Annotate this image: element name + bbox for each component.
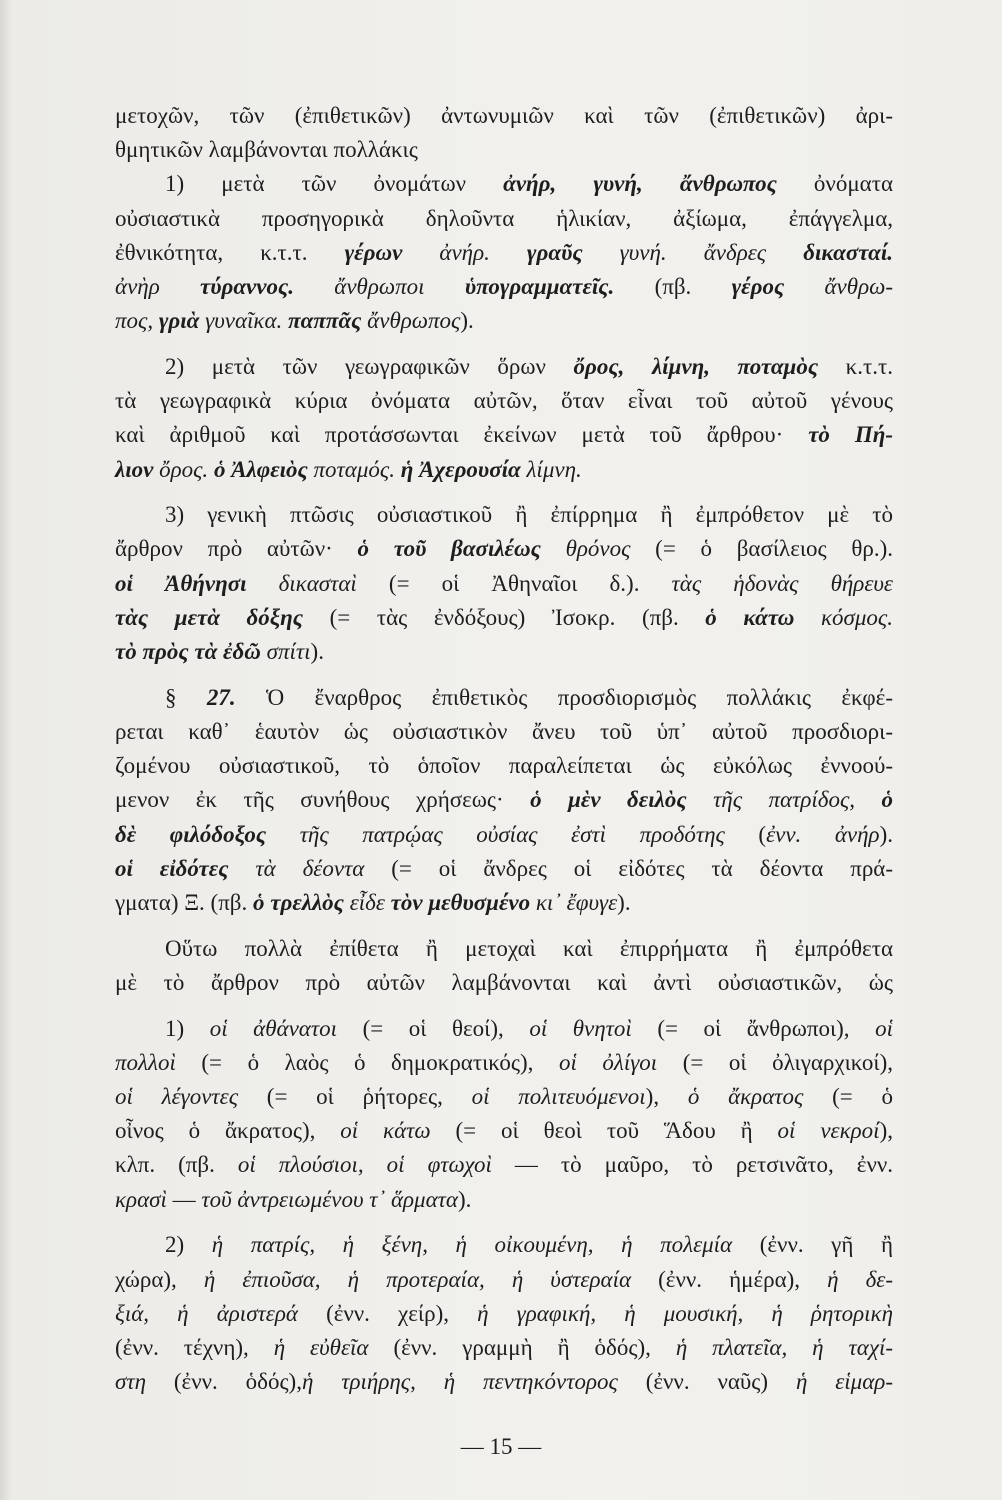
italic-example: στη	[115, 1369, 146, 1395]
paragraph-intro-list	[115, 932, 893, 1000]
text-run: ζομένου οὐσιαστικοῦ, τὸ ὁποῖον παραλείπεται ὡς εὐκόλως ἐννοού-	[115, 753, 893, 779]
text-run: (ἐνν. γραμμὴ ἢ ὁδός),	[368, 1334, 676, 1360]
text-run: ρεται καθ᾽ ἑαυτὸν ὡς οὐσιαστικὸν ἄνευ τοῦ ὑπ᾽ αὐτοῦ προσδιορι-	[115, 718, 893, 744]
italic-example: σπίτι	[266, 639, 311, 665]
text-run: ἄρθρον πρὸ αὐτῶν·	[115, 536, 358, 562]
text-line	[115, 932, 893, 966]
text-run: Οὕτω πολλὰ ἐπίθετα ἢ μετοχαὶ καὶ ἐπιρρήματα ἢ ἐμπρόθετα	[165, 935, 893, 961]
text-line	[115, 1114, 893, 1148]
italic-example: οἱ θνητοὶ	[529, 1015, 632, 1041]
italic-example: ξιά, ἡ ἀριστερά	[115, 1300, 298, 1326]
italic-example: οἱ ἀθάνατοι	[209, 1015, 338, 1041]
bold-term: τὸν μεθυσμένο	[390, 889, 531, 915]
text-run: (ἐνν. ὁδός),	[146, 1369, 302, 1395]
text-run: μὲ τὸ ἄρθρον πρὸ αὐτῶν λαμβάνονται καὶ ἀντὶ οὐσιαστικῶν, ὡς	[115, 969, 893, 995]
italic-example: γυνή.	[619, 239, 667, 265]
italic-example: κόσμος.	[820, 604, 893, 630]
italic-example: λίμνη.	[526, 456, 582, 482]
italic-example: πολλοὶ	[115, 1049, 176, 1075]
bold-term: 27.	[206, 684, 236, 710]
text-run: 2)	[165, 1232, 212, 1258]
text-run: (= ὁ	[803, 1083, 893, 1109]
text-run	[784, 274, 824, 299]
text-run: ἐθνικότητα, κ.τ.τ.	[115, 239, 345, 265]
text-run: ),	[645, 1083, 688, 1109]
italic-example: θρόνος	[565, 536, 631, 562]
text-line	[115, 852, 893, 886]
bold-term: παππᾶς	[288, 308, 362, 334]
bold-term: οἱ Ἀθήνησι	[115, 570, 247, 596]
bold-term: γέρων	[344, 239, 403, 265]
paragraph-item-2	[115, 350, 893, 487]
text-line	[115, 1365, 893, 1399]
text-run	[160, 274, 200, 299]
italic-example: ἡ τριήρης, ἡ πεντηκόντορος	[301, 1369, 618, 1395]
bold-term: λιον	[115, 456, 154, 482]
text-run	[402, 240, 439, 265]
text-run: ).	[310, 639, 324, 665]
italic-example: ὄρος.	[159, 456, 209, 482]
text-run: (= οἱ θεοί),	[337, 1015, 530, 1041]
bold-term: ὁ μὲν δειλὸς	[530, 787, 687, 813]
text-run: ὀνόματα	[776, 171, 893, 197]
text-run: 1)	[165, 1015, 210, 1041]
text-run: οὐσιαστικὰ προσηγορικὰ δηλοῦντα ἡλικίαν, ἀξίωμα, ἐπάγγελμα,	[115, 205, 893, 231]
italic-example: εἶδε	[349, 889, 385, 915]
bold-term: τὰς μετὰ δόξης	[115, 604, 304, 630]
body-text	[115, 99, 893, 1399]
text-run	[490, 240, 527, 265]
bold-term: γραῦς	[526, 239, 583, 265]
text-run: (ἐνν. χείρ),	[297, 1300, 478, 1326]
italic-example: δικασταὶ	[278, 570, 357, 596]
text-run: (= ὁ λαὸς ὁ δημοκρατικός),	[175, 1049, 559, 1075]
italic-example: κρασὶ	[115, 1186, 167, 1212]
text-run	[855, 787, 881, 812]
italic-example: τὰς ἡδονὰς θήρευε	[671, 570, 893, 596]
text-run: χώρα),	[115, 1266, 204, 1292]
text-line	[115, 498, 893, 532]
text-run: (= τὰς ἐνδόξους) Ἰσοκρ. (πβ.	[303, 604, 706, 630]
italic-example: τοῦ ἀντρειωμένου τ᾽ ἅρματα	[201, 1186, 458, 1212]
bold-term: τὸ πρὸς τὰ ἐδῶ	[115, 639, 261, 665]
text-run	[541, 536, 566, 561]
bold-term: ἀνήρ, γυνή, ἄνθρωπος	[503, 171, 777, 197]
text-run	[766, 240, 803, 265]
italic-example: ἡ ἐπιοῦσα, ἡ προτεραία, ἡ ὑστεραία	[203, 1266, 632, 1292]
text-line	[115, 966, 893, 1000]
italic-example: ἐνν. ἀνήρ	[766, 821, 880, 847]
text-run: θμητικῶν λαμβάνονται πολλάκις	[115, 137, 418, 163]
paragraph-list-item-1	[115, 1012, 893, 1217]
text-run: (= οἱ ὀλιγαρχικοί),	[657, 1049, 893, 1075]
text-run	[794, 605, 821, 630]
bold-term: ὄρος, λίμνη, ποταμὸς	[573, 353, 819, 379]
text-line	[115, 783, 893, 817]
text-run: 1) μετὰ τῶν ὀνομάτων	[165, 171, 504, 197]
text-line	[115, 1080, 893, 1114]
text-line	[115, 1148, 893, 1182]
text-run: ),	[879, 1118, 893, 1144]
text-run: — τὸ μαῦρο, τὸ ρετσινᾶτο, ἐνν.	[491, 1152, 893, 1178]
text-run: (= οἱ ἄνδρες οἱ εἰδότες τὰ δέοντα πρά-	[364, 855, 894, 881]
text-run: Ὁ ἔναρθρος ἐπιθετικὸς προσδιορισμὸς πολλάκις ἐκφέ-	[235, 684, 893, 710]
text-line	[115, 418, 893, 452]
italic-example: ἀνήρ.	[439, 239, 490, 265]
bold-term: ὑπογραμματεῖς.	[464, 274, 615, 300]
text-run	[667, 240, 704, 265]
text-run: κλπ. (πβ.	[115, 1152, 238, 1178]
text-line	[115, 350, 893, 384]
text-run: (= οἱ θεοὶ τοῦ Ἅδου ἢ	[430, 1118, 778, 1144]
text-line	[115, 1297, 893, 1331]
text-run	[425, 274, 465, 299]
text-run: (= ὁ βασίλειος θρ.).	[630, 536, 894, 562]
italic-example: τῆς πατρῴας οὐσίας ἐστὶ προδότης	[299, 821, 725, 847]
bold-term: οἱ εἰδότες	[115, 855, 229, 881]
bold-term: δικασταί.	[803, 239, 893, 265]
text-run: κ.τ.τ.	[818, 353, 894, 379]
bold-term: τύραννος.	[200, 274, 294, 300]
text-line	[115, 532, 893, 566]
bold-term: τὸ Πή-	[808, 422, 893, 448]
paragraph-section-27	[115, 681, 893, 920]
italic-example: οἱ νεκροί	[777, 1118, 880, 1144]
bold-term: γέρος	[731, 274, 785, 300]
text-line	[115, 715, 893, 749]
text-run	[687, 787, 713, 812]
italic-example: ὁ ἄκρατος	[687, 1083, 804, 1109]
text-run: (= οἱ ῥήτορες,	[238, 1083, 472, 1109]
text-run	[583, 240, 620, 265]
text-line	[115, 567, 893, 601]
text-line	[115, 133, 893, 167]
text-line	[115, 886, 893, 920]
text-run: (ἐνν. γῆ ἢ	[732, 1232, 893, 1258]
text-line	[115, 1183, 893, 1217]
italic-example: ἡ γραφική, ἡ μουσική, ἡ ῥητορικὴ	[477, 1300, 893, 1326]
text-run: §	[165, 684, 207, 710]
text-line	[115, 1331, 893, 1365]
text-run: 2) μετὰ τῶν γεωγραφικῶν ὅρων	[165, 353, 574, 379]
italic-example: ἡ δε-	[827, 1266, 894, 1292]
bold-term: ὁ Ἀλφειὸς	[213, 456, 308, 482]
text-line	[115, 202, 893, 236]
text-run: (ἐνν. τέχνη),	[115, 1334, 274, 1360]
text-line	[115, 635, 893, 669]
text-run: γματα) Ξ. (πβ.	[115, 889, 254, 915]
text-line	[115, 1263, 893, 1297]
text-run	[228, 856, 255, 881]
italic-example: κι᾽ ἔφυγε	[535, 889, 618, 915]
text-run: τὰ γεωγραφικὰ κύρια ὀνόματα αὐτῶν, ὅταν εἶναι τοῦ αὐτοῦ γένους	[115, 388, 893, 414]
text-run: —	[166, 1186, 202, 1212]
text-run: ).	[460, 308, 474, 334]
text-line	[115, 236, 893, 270]
text-run: (ἐνν. ναῦς)	[617, 1369, 796, 1395]
text-run: (= οἱ Ἀθηναῖοι δ.).	[356, 570, 672, 596]
text-line	[115, 384, 893, 418]
italic-example: γυναῖκα.	[205, 308, 283, 334]
italic-example: ἡ πλατεῖα, ἡ ταχί-	[675, 1334, 894, 1360]
italic-example: οἱ κάτω	[340, 1118, 431, 1144]
italic-example: οἱ ὀλίγοι	[558, 1049, 658, 1075]
text-line	[115, 1012, 893, 1046]
text-line	[115, 1228, 893, 1262]
italic-example: ἄνδρες	[703, 239, 767, 265]
text-run: (	[724, 821, 767, 847]
bold-term: ἡ Ἀχερουσία	[400, 456, 521, 482]
text-run: οἶνος ὁ ἄκρατος),	[115, 1118, 341, 1144]
text-run: καὶ ἀριθμοῦ καὶ προτάσσωνται ἐκείνων μετὰ τοῦ ἄρθρου·	[115, 422, 809, 448]
italic-example: τὰ δέοντα	[255, 855, 365, 881]
text-run: (= οἱ ἄνθρωποι),	[631, 1015, 876, 1041]
italic-example: οἱ	[875, 1015, 893, 1041]
text-line	[115, 304, 893, 338]
paragraph-list-item-2	[115, 1228, 893, 1399]
bold-term: δὲ φιλόδοξος	[115, 821, 267, 847]
text-line	[115, 99, 893, 133]
paragraph-item-3	[115, 498, 893, 669]
italic-example: ἡ εὐθεῖα	[273, 1334, 369, 1360]
text-run: μετοχῶν, τῶν (ἐπιθετικῶν) ἀντωνυμιῶν καὶ τῶν (ἐπιθετικῶν) ἀρι-	[115, 103, 893, 128]
bold-term: ὁ τοῦ βασιλέως	[357, 536, 541, 562]
text-run	[266, 822, 300, 847]
italic-example: τῆς πατρίδος,	[713, 787, 856, 813]
text-run: ).	[457, 1186, 472, 1212]
bold-term: ὁ	[881, 787, 894, 813]
italic-example: ποταμός.	[313, 456, 395, 482]
text-run: (ἐνν. ἡμέρα),	[631, 1266, 828, 1292]
italic-example: οἱ πλούσιοι, οἱ φτωχοὶ	[237, 1152, 492, 1178]
bold-term: ὁ κάτω	[705, 604, 795, 630]
text-run: (πβ.	[614, 274, 732, 300]
bold-term: ὁ τρελλὸς	[253, 889, 344, 915]
text-run	[294, 274, 334, 299]
text-line	[115, 270, 893, 304]
bold-term: γριὰ	[158, 308, 200, 334]
text-run: 3) γενικὴ πτῶσις οὐσιαστικοῦ ἢ ἐπίρρημα ἢ ἐμπρόθετον μὲ τὸ	[165, 502, 893, 528]
page-number: — 15 —	[460, 1434, 542, 1459]
text-run: ).	[879, 821, 893, 847]
italic-example: ἡ εἱμαρ-	[795, 1369, 893, 1395]
text-line	[115, 818, 893, 852]
italic-example: πος,	[115, 308, 154, 334]
paragraph-item-1	[115, 167, 893, 338]
italic-example: οἱ λέγοντες	[115, 1083, 239, 1109]
italic-example: ἡ πατρίς, ἡ ξένη, ἡ οἰκουμένη, ἡ πολεμία	[211, 1232, 733, 1258]
italic-example: ἀνὴρ	[115, 274, 160, 300]
text-line	[115, 681, 893, 715]
italic-example: ἄνθρωποι	[334, 274, 425, 300]
italic-example: ἄνθρω-	[824, 274, 894, 300]
text-run: μενον ἐκ τῆς συνήθους χρήσεως·	[115, 787, 531, 813]
text-run: ).	[617, 889, 631, 915]
text-line	[115, 749, 893, 783]
text-line	[115, 1046, 893, 1080]
text-line	[115, 453, 893, 487]
italic-example: ἄνθρωπος	[367, 308, 461, 334]
italic-example: οἱ πολιτευόμενοι	[471, 1083, 646, 1109]
text-run	[247, 571, 279, 596]
text-line	[115, 167, 893, 201]
text-line	[115, 601, 893, 635]
paragraph-continued	[115, 99, 893, 167]
